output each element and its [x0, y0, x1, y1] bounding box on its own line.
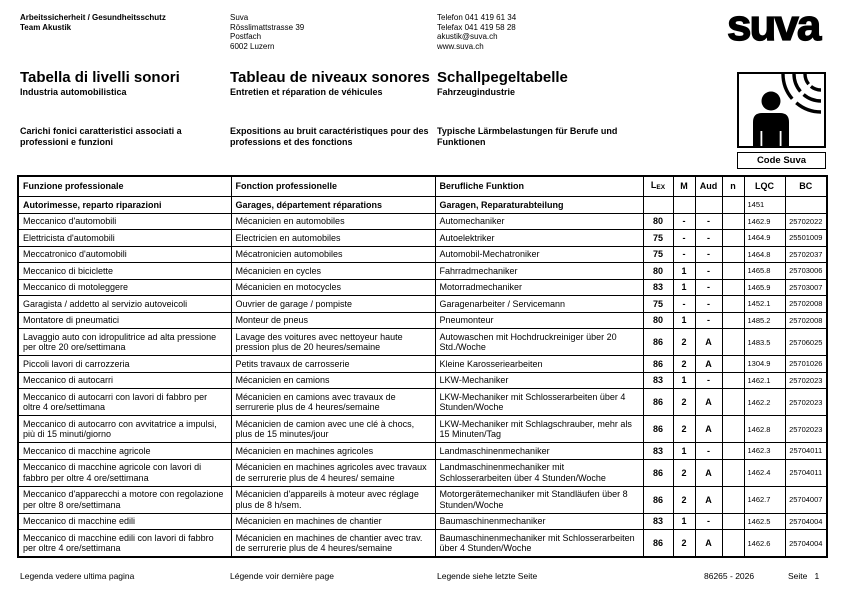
cell-n — [722, 279, 744, 296]
cell-n — [722, 312, 744, 329]
cell-de: LKW-Mechaniker — [435, 372, 643, 389]
cell-it: Meccanico d'apparecchi a motore con regolazione per oltre 8 ore/settimana — [18, 486, 231, 513]
cell-it: Meccatronico d'automobili — [18, 246, 231, 263]
cell-lqc: 1465.8 — [744, 263, 785, 280]
col-header-m: M — [673, 176, 695, 197]
cell-bc: 25501009 — [785, 230, 827, 247]
cell-de: Garagen, Reparaturabteilung — [435, 197, 643, 214]
cell-n — [722, 230, 744, 247]
cell-lqc: 1462.6 — [744, 530, 785, 558]
cell-de: Pneumonteur — [435, 312, 643, 329]
page-subtitle-german: Fahrzeugindustrie — [437, 87, 516, 97]
page-subtitle-french: Entretien et réparation de véhicules — [230, 87, 383, 97]
cell-lqc: 1485.2 — [744, 312, 785, 329]
col-header-funktion: Berufliche Funktion — [435, 176, 643, 197]
cell-aud — [695, 197, 722, 214]
cell-n — [722, 389, 744, 416]
cell-m: - — [673, 230, 695, 247]
cell-m: - — [673, 296, 695, 313]
table-body — [18, 197, 827, 558]
page-subtitle-italian: Industria automobilistica — [20, 87, 127, 97]
cell-n — [722, 513, 744, 530]
cell-bc: 25703007 — [785, 279, 827, 296]
legend-note-italian: Legenda vedere ultima pagina — [20, 571, 135, 581]
cell-de: Garagenarbeiter / Servicemann — [435, 296, 643, 313]
cell-fr: Mécanicien en machines de chantier avec trav. de serrurerie plus de 4 heures/semaine — [231, 530, 435, 558]
table-row — [18, 389, 827, 416]
cell-lqc: 1462.5 — [744, 513, 785, 530]
cell-bc: 25702023 — [785, 389, 827, 416]
cell-m: 1 — [673, 513, 695, 530]
page-title-italian: Tabella di livelli sonori — [20, 69, 180, 86]
cell-n — [722, 356, 744, 373]
cell-m: 2 — [673, 486, 695, 513]
cell-n — [722, 213, 744, 230]
cell-n — [722, 263, 744, 280]
section-description-italian: Carichi fonici caratteristici associati a professioni e funzioni — [20, 126, 182, 147]
title-block-french — [230, 70, 430, 98]
cell-n — [722, 329, 744, 356]
sender-department — [20, 13, 220, 32]
table-row — [18, 246, 827, 263]
cell-m: 1 — [673, 372, 695, 389]
cell-de: Baumaschinenmechaniker — [435, 513, 643, 530]
col-header-lex: LEX — [643, 176, 673, 197]
cell-bc: 25702008 — [785, 296, 827, 313]
cell-lex: 86 — [643, 389, 673, 416]
table-row — [18, 372, 827, 389]
cell-lex: 75 — [643, 230, 673, 247]
cell-fr: Mécatronicien automobiles — [231, 246, 435, 263]
cell-lex: 75 — [643, 296, 673, 313]
cell-lqc: 1452.1 — [744, 296, 785, 313]
cell-aud: - — [695, 246, 722, 263]
sound-level-table-wrap — [17, 175, 828, 558]
table-row — [18, 296, 827, 313]
cell-m: 2 — [673, 389, 695, 416]
address-line: 6002 Luzern — [230, 41, 275, 51]
cell-lex: 80 — [643, 263, 673, 280]
cell-lex: 80 — [643, 213, 673, 230]
cell-aud: A — [695, 329, 722, 356]
cell-lex: 86 — [643, 486, 673, 513]
table-row — [18, 213, 827, 230]
cell-lqc: 1462.8 — [744, 416, 785, 443]
cell-it: Garagista / addetto al servizio autoveicoli — [18, 296, 231, 313]
table-row — [18, 513, 827, 530]
table-row — [18, 263, 827, 280]
phone-line: Telefon 041 419 61 34 — [437, 13, 517, 22]
cell-bc: 25706025 — [785, 329, 827, 356]
col-header-fonction: Fonction professionelle — [231, 176, 435, 197]
cell-lex: 80 — [643, 312, 673, 329]
cell-de: Motorradmechaniker — [435, 279, 643, 296]
cell-de: Automechaniker — [435, 213, 643, 230]
cell-de: Landmaschinenmechaniker — [435, 443, 643, 460]
table-row — [18, 230, 827, 247]
cell-fr: Mécanicien en camions avec travaux de serrurerie plus de 4 heures/semaine — [231, 389, 435, 416]
cell-de: Automobil-Mechatroniker — [435, 246, 643, 263]
fax-line: Telefax 041 419 58 28 — [437, 22, 516, 32]
address-line: Rösslimattstrasse 39 — [230, 22, 305, 32]
cell-fr: Mécanicien de camion avec une clé à chocs, plus de 15 minutes/jour — [231, 416, 435, 443]
cell-lex: 86 — [643, 356, 673, 373]
cell-de: Baumaschinenmechaniker mit Schlosserarbeiten über 4 Stunden/Woche — [435, 530, 643, 558]
cell-it: Meccanico di autocarro con avvitatrice a impulsi, più di 15 minuti/giorno — [18, 416, 231, 443]
section-description-french: Expositions au bruit caractéristiques pour des professions et des fonctions — [230, 126, 429, 147]
noise-pictogram-box — [737, 72, 826, 148]
cell-lqc: 1465.9 — [744, 279, 785, 296]
cell-m: - — [673, 246, 695, 263]
sender-line-2: Team Akustik — [20, 22, 72, 32]
suva-logo: suva — [727, 1, 820, 50]
legend-note-french: Légende voir dernière page — [230, 571, 334, 581]
col-header-lqc: LQC — [744, 176, 785, 197]
cell-it: Meccanico di biciclette — [18, 263, 231, 280]
page-indicator — [788, 571, 819, 581]
table-row — [18, 416, 827, 443]
cell-de: Kleine Karosseriearbeiten — [435, 356, 643, 373]
sender-line-1: Arbeitssicherheit / Gesundheitsschutz — [20, 13, 166, 22]
cell-fr: Mécanicien en cycles — [231, 263, 435, 280]
title-block-italian — [20, 70, 220, 98]
cell-it: Meccanico d'automobili — [18, 213, 231, 230]
cell-de: Autoelektriker — [435, 230, 643, 247]
page-title-german: Schallpegeltabelle — [437, 69, 568, 86]
cell-n — [722, 296, 744, 313]
person-with-noise-waves-icon — [739, 74, 824, 146]
cell-bc: 25704004 — [785, 530, 827, 558]
cell-fr: Mécanicien en machines de chantier — [231, 513, 435, 530]
table-header-row — [18, 176, 827, 197]
cell-lex: 75 — [643, 246, 673, 263]
cell-aud: - — [695, 263, 722, 280]
cell-de: Fahrradmechaniker — [435, 263, 643, 280]
col-header-aud: Aud — [695, 176, 722, 197]
cell-fr: Mécanicien en machines agricoles — [231, 443, 435, 460]
cell-bc: 25702023 — [785, 372, 827, 389]
cell-aud: - — [695, 312, 722, 329]
cell-fr: Monteur de pneus — [231, 312, 435, 329]
cell-lex: 86 — [643, 459, 673, 486]
cell-aud: A — [695, 356, 722, 373]
cell-lqc: 1462.9 — [744, 213, 785, 230]
page-label: Seite — [788, 571, 808, 581]
cell-m: 2 — [673, 356, 695, 373]
table-row — [18, 312, 827, 329]
cell-lex: 86 — [643, 416, 673, 443]
cell-fr: Ouvrier de garage / pompiste — [231, 296, 435, 313]
cell-fr: Electricien en automobiles — [231, 230, 435, 247]
cell-bc: 25702008 — [785, 312, 827, 329]
cell-m: 1 — [673, 443, 695, 460]
cell-bc: 25704011 — [785, 459, 827, 486]
cell-it: Meccanico di macchine agricole con lavori di fabbro per oltre 4 ore/settimana — [18, 459, 231, 486]
table-row — [18, 459, 827, 486]
title-block-german — [437, 70, 637, 98]
cell-it: Autorimesse, reparto riparazioni — [18, 197, 231, 214]
cell-m: 2 — [673, 459, 695, 486]
cell-de: LKW-Mechaniker mit Schlagschrauber, mehr als 15 Minuten/Tag — [435, 416, 643, 443]
cell-aud: - — [695, 372, 722, 389]
email-line: akustik@suva.ch — [437, 32, 498, 41]
cell-lex: 83 — [643, 279, 673, 296]
cell-n — [722, 416, 744, 443]
table-row — [18, 356, 827, 373]
cell-fr: Petits travaux de carrosserie — [231, 356, 435, 373]
document-number: 86265 - 2026 — [704, 571, 755, 581]
cell-lqc: 1451 — [744, 197, 785, 214]
cell-lex: 86 — [643, 329, 673, 356]
cell-bc: 25704011 — [785, 443, 827, 460]
cell-m: 2 — [673, 329, 695, 356]
cell-fr: Mécanicien en automobiles — [231, 213, 435, 230]
page-title-french: Tableau de niveaux sonores — [230, 69, 430, 86]
cell-n — [722, 459, 744, 486]
cell-bc — [785, 197, 827, 214]
cell-m — [673, 197, 695, 214]
cell-de: Motorgerätemechaniker mit Standläufen über 8 Stunden/Woche — [435, 486, 643, 513]
cell-de: Landmaschinenmechaniker mit Schlosserarbeiten über 4 Stunden/Woche — [435, 459, 643, 486]
cell-bc: 25704007 — [785, 486, 827, 513]
cell-n — [722, 530, 744, 558]
cell-bc: 25704004 — [785, 513, 827, 530]
cell-fr: Mécanicien en machines agricoles avec travaux de serrurerie plus de 4 heures/ semaine — [231, 459, 435, 486]
cell-aud: - — [695, 296, 722, 313]
legend-note-german: Legende siehe letzte Seite — [437, 571, 538, 581]
contact-block — [437, 13, 617, 51]
sound-level-table — [17, 175, 828, 558]
cell-lex: 83 — [643, 513, 673, 530]
address-line: Suva — [230, 13, 249, 22]
cell-lqc: 1462.2 — [744, 389, 785, 416]
cell-it: Elettricista d'automobili — [18, 230, 231, 247]
cell-it: Meccanico di macchine edili — [18, 513, 231, 530]
cell-aud: - — [695, 443, 722, 460]
cell-it: Piccoli lavori di carrozzeria — [18, 356, 231, 373]
cell-fr: Mécanicien en motocycles — [231, 279, 435, 296]
cell-it: Meccanico di motoleggere — [18, 279, 231, 296]
table-row — [18, 486, 827, 513]
cell-m: 2 — [673, 416, 695, 443]
cell-it: Meccanico di macchine edili con lavori di fabbro per oltre 4 ore/settimana — [18, 530, 231, 558]
cell-it: Meccanico di autocarri con lavori di fabbro per oltre 4 ore/settimana — [18, 389, 231, 416]
cell-bc: 25702022 — [785, 213, 827, 230]
col-header-n: n — [722, 176, 744, 197]
cell-lqc: 1462.4 — [744, 459, 785, 486]
cell-m: 1 — [673, 279, 695, 296]
cell-n — [722, 486, 744, 513]
cell-m: 2 — [673, 530, 695, 558]
cell-lex: 83 — [643, 443, 673, 460]
group-row — [18, 197, 827, 214]
cell-aud: A — [695, 486, 722, 513]
section-description-german: Typische Lärmbelastungen für Berufe und Funktionen — [437, 126, 618, 147]
cell-bc: 25701026 — [785, 356, 827, 373]
cell-aud: A — [695, 416, 722, 443]
cell-aud: A — [695, 530, 722, 558]
cell-de: LKW-Mechaniker mit Schlosserarbeiten über 4 Stunden/Woche — [435, 389, 643, 416]
col-header-funzione: Funzione professionale — [18, 176, 231, 197]
code-suva-box — [737, 152, 826, 169]
cell-fr: Lavage des voitures avec nettoyeur haute pression plus de 20 heures/semaine — [231, 329, 435, 356]
cell-lqc: 1462.3 — [744, 443, 785, 460]
cell-m: 1 — [673, 312, 695, 329]
cell-bc: 25703006 — [785, 263, 827, 280]
cell-n — [722, 443, 744, 460]
code-suva-label: Code Suva — [756, 155, 807, 166]
cell-m: - — [673, 213, 695, 230]
cell-lqc: 1462.1 — [744, 372, 785, 389]
table-row — [18, 279, 827, 296]
cell-aud: - — [695, 279, 722, 296]
cell-it: Meccanico di macchine agricole — [18, 443, 231, 460]
cell-aud: - — [695, 230, 722, 247]
cell-n — [722, 246, 744, 263]
cell-fr: Mécanicien d'appareils à moteur avec réglage plus de 8 h/sem. — [231, 486, 435, 513]
cell-m: 1 — [673, 263, 695, 280]
cell-it: Meccanico di autocarri — [18, 372, 231, 389]
cell-lqc: 1462.7 — [744, 486, 785, 513]
page-number: 1 — [814, 571, 820, 581]
cell-n — [722, 197, 744, 214]
address-line: Postfach — [230, 32, 262, 41]
address-block — [230, 13, 400, 51]
cell-n — [722, 372, 744, 389]
cell-fr: Garages, département réparations — [231, 197, 435, 214]
cell-aud: A — [695, 389, 722, 416]
table-row — [18, 329, 827, 356]
table-row — [18, 443, 827, 460]
table-row — [18, 530, 827, 558]
cell-it: Lavaggio auto con idropulitrice ad alta pressione per oltre 20 ore/settimana — [18, 329, 231, 356]
cell-bc: 25702023 — [785, 416, 827, 443]
cell-aud: - — [695, 513, 722, 530]
cell-lex — [643, 197, 673, 214]
cell-lqc: 1464.8 — [744, 246, 785, 263]
cell-it: Montatore di pneumatici — [18, 312, 231, 329]
website-line: www.suva.ch — [437, 41, 484, 51]
cell-aud: A — [695, 459, 722, 486]
cell-lqc: 1304.9 — [744, 356, 785, 373]
cell-bc: 25702037 — [785, 246, 827, 263]
cell-lex: 86 — [643, 530, 673, 558]
col-header-bc: BC — [785, 176, 827, 197]
cell-lex: 83 — [643, 372, 673, 389]
cell-de: Autowaschen mit Hochdruckreiniger über 20 Std./Woche — [435, 329, 643, 356]
cell-aud: - — [695, 213, 722, 230]
cell-lqc: 1464.9 — [744, 230, 785, 247]
cell-fr: Mécanicien en camions — [231, 372, 435, 389]
cell-lqc: 1483.5 — [744, 329, 785, 356]
